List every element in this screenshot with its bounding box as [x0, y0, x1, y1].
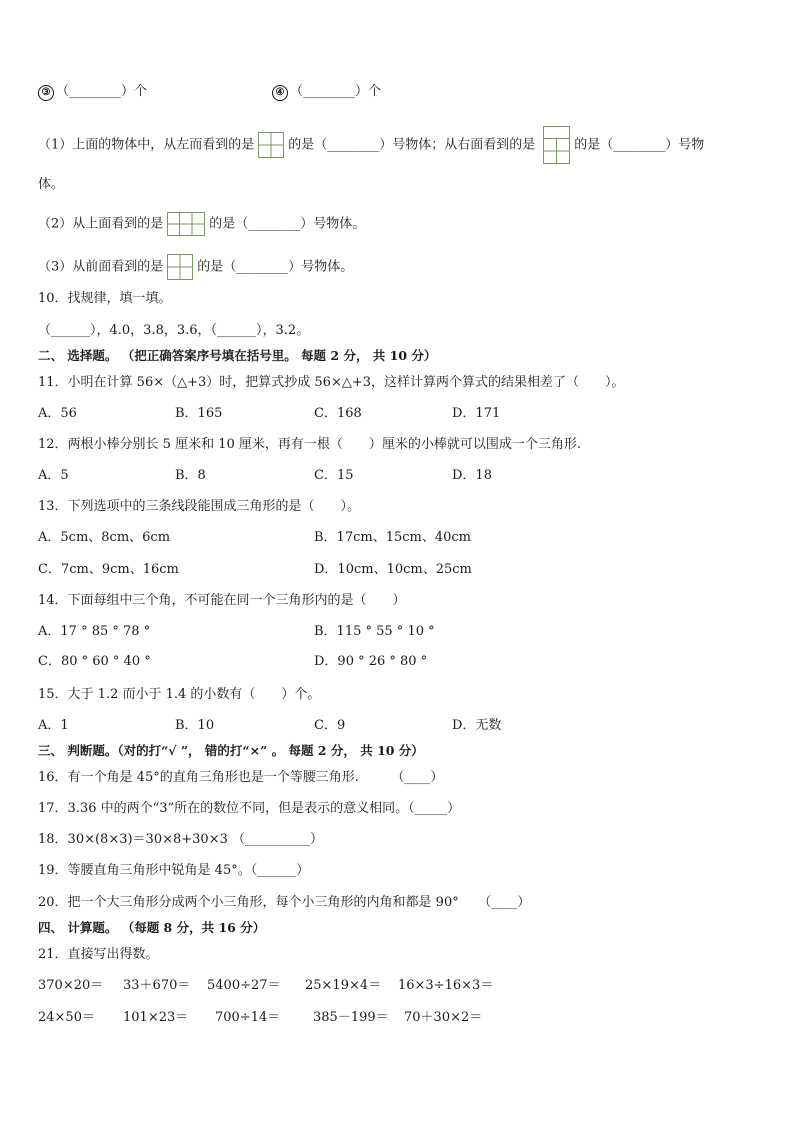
q2-text-b: 的是（________）号物体。 — [209, 216, 366, 232]
q1-text-b: 的是（________）号物体；从右面看到的是 — [288, 137, 536, 153]
q13-option-c[interactable]: C．7cm、9cm、16cm — [38, 562, 179, 577]
q12-option-b[interactable]: B．8 — [175, 468, 206, 483]
q12-option-c[interactable]: C．15 — [314, 468, 354, 483]
q14-text: 14．下面每组中三个角，不可能在同一个三角形内的是（ ） — [38, 593, 406, 608]
q1-text-a: （1）上面的物体中，从左而看到的是 — [38, 137, 255, 153]
q12-option-a[interactable]: A．5 — [38, 468, 69, 483]
section-4-heading: 四、 计算题。 （每题 8 分，共 16 分） — [38, 920, 266, 935]
views-question-2 — [38, 212, 365, 236]
item-3-blank[interactable]: （________）个 — [56, 84, 148, 99]
q15-option-a[interactable]: A．1 — [38, 718, 69, 733]
calc-item[interactable]: 25×19×4＝ — [305, 978, 382, 993]
q11-option-d[interactable]: D．171 — [452, 406, 501, 421]
item-3 — [38, 83, 147, 101]
q12-text: 12．两根小棒分别长 5 厘米和 10 厘米，再有一根（ ）厘米的小棒就可以围成一个三角形. — [38, 437, 582, 452]
q14-option-c[interactable]: C．80 ° 60 ° 40 ° — [38, 654, 151, 669]
judge-18[interactable]: 18．30×(8×3)＝30×8+30×3 （__________） — [38, 832, 323, 847]
judge-17[interactable]: 17．3.36 中的两个“3”所在的数位不同，但是表示的意义相同。（_____） — [38, 801, 461, 816]
judge-19[interactable]: 19．等腰直角三角形中锐角是 45°。（______） — [38, 863, 310, 878]
section-3-heading: 三、 判断题。（对的打“√ ”， 错的打“×” 。 每题 2 分， 共 10 分） — [38, 743, 424, 758]
q10-title: 10．找规律，填一填。 — [38, 291, 172, 306]
item-3-label: ③ — [38, 85, 54, 101]
calc-item[interactable]: 33＋670＝ — [123, 978, 191, 993]
q15-option-b[interactable]: B．10 — [175, 718, 215, 733]
top-view-grid-icon — [167, 212, 205, 236]
item-4-blank[interactable]: （________）个 — [290, 84, 382, 99]
item-4-label: ④ — [272, 85, 288, 101]
calc-item[interactable]: 700÷14＝ — [215, 1010, 281, 1025]
q3-text-a: （3）从前面看到的是 — [38, 259, 164, 275]
calc-item[interactable]: 385－199＝ — [313, 1010, 389, 1025]
calc-item[interactable]: 5400÷27＝ — [207, 978, 281, 993]
q13-option-a[interactable]: A．5cm、8cm、6cm — [38, 530, 171, 545]
q1-text-d: 体。 — [38, 177, 65, 192]
q15-option-d[interactable]: D．无数 — [452, 718, 502, 733]
q14-option-b[interactable]: B．115 ° 55 ° 10 ° — [314, 624, 435, 639]
q11-option-c[interactable]: C．168 — [314, 406, 362, 421]
q14-option-d[interactable]: D．90 ° 26 ° 80 ° — [314, 654, 428, 669]
q1-text-c: 的是（________）号物 — [574, 137, 705, 153]
q13-text: 13．下列选项中的三条线段能围成三角形的是（ ）。 — [38, 499, 361, 514]
q13-option-b[interactable]: B．17cm、15cm、40cm — [314, 530, 472, 545]
q15-option-c[interactable]: C．9 — [314, 718, 346, 733]
right-view-grid-icon — [543, 126, 570, 164]
calc-item[interactable]: 70＋30×2＝ — [404, 1010, 483, 1025]
judge-16[interactable]: 16．有一个角是 45°的直角三角形也是一个等腰三角形. （____） — [38, 770, 444, 785]
q11-option-a[interactable]: A．56 — [38, 406, 77, 421]
item-4 — [272, 83, 381, 101]
left-view-grid-icon — [258, 132, 284, 158]
calc-item[interactable]: 370×20＝ — [38, 978, 104, 993]
q10-sequence[interactable]: （______），4.0，3.8，3.6，（______），3.2。 — [38, 323, 310, 338]
q14-option-a[interactable]: A．17 ° 85 ° 78 ° — [38, 624, 151, 639]
q11-text: 11．小明在计算 56×（△+3）时，把算式抄成 56×△+3，这样计算两个算式的结果相差了（ ）。 — [38, 375, 625, 390]
q3-text-b: 的是（________）号物体。 — [197, 259, 354, 275]
q12-option-d[interactable]: D．18 — [452, 468, 492, 483]
views-question-1 — [38, 126, 704, 164]
calc-item[interactable]: 101×23＝ — [123, 1010, 189, 1025]
q13-option-d[interactable]: D．10cm、10cm、25cm — [314, 562, 472, 577]
views-question-3 — [38, 254, 353, 280]
q21-title: 21．直接写出得数。 — [38, 947, 159, 962]
q11-option-b[interactable]: B．165 — [175, 406, 223, 421]
judge-20[interactable]: 20．把一个大三角形分成两个小三角形，每个小三角形的内角和都是 90° （____） — [38, 895, 531, 910]
calc-item[interactable]: 16×3÷16×3＝ — [398, 978, 494, 993]
q2-text-a: （2）从上面看到的是 — [38, 216, 164, 232]
front-view-grid-icon — [167, 254, 193, 280]
calc-item[interactable]: 24×50＝ — [38, 1010, 95, 1025]
section-2-heading: 二、 选择题。 （把正确答案序号填在括号里。 每题 2 分， 共 10 分） — [38, 348, 437, 363]
q15-text: 15．大于 1.2 而小于 1.4 的小数有（ ）个。 — [38, 687, 321, 702]
